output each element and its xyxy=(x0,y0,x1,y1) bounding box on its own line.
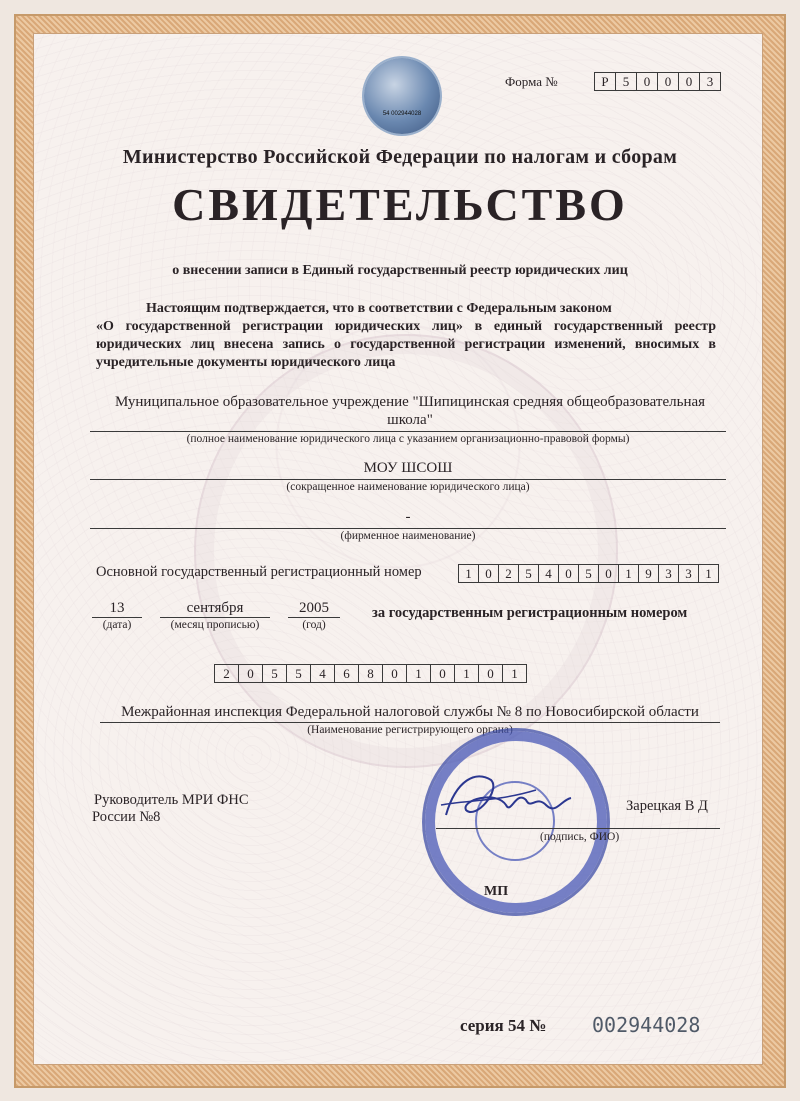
grn-digit: 6 xyxy=(335,664,359,683)
date-year-underline xyxy=(288,617,340,618)
registering-authority: Межрайонная инспекция Федеральной налоговой службы № 8 по Новосибирской области xyxy=(121,704,699,720)
document-subtitle: о внесении записи в Единый государственный реестр юридических лиц xyxy=(172,263,628,278)
date-month-underline xyxy=(160,617,270,618)
ogrn-digit: 0 xyxy=(559,564,579,583)
form-code-cell: 5 xyxy=(616,72,637,91)
short-name-underline xyxy=(90,479,726,480)
grn-digit: 2 xyxy=(214,664,239,683)
full-name-caption: (полное наименование юридического лица с указанием организационно-правовой формы) xyxy=(186,433,630,445)
date-day-caption: (дата) xyxy=(102,619,132,631)
date-day-underline xyxy=(92,617,142,618)
grn-number xyxy=(214,664,527,683)
signer-name: Зарецкая В Д xyxy=(626,798,708,814)
ogrn-digit: 2 xyxy=(499,564,519,583)
signature-caption: (подпись, ФИО) xyxy=(540,831,620,843)
grn-digit: 0 xyxy=(479,664,503,683)
ogrn-digit: 9 xyxy=(639,564,659,583)
paragraph-body: «О государственной регистрации юридических лиц» в единый государственный реестр юридических лиц внесена запись о государственной регистрации изменений, вносимых в учредительные документы юридического лица xyxy=(96,319,716,370)
hologram-seal-icon xyxy=(364,58,440,134)
signer-position-line2: России №8 xyxy=(92,809,161,825)
document-title: СВИДЕТЕЛЬСТВО xyxy=(172,179,628,230)
form-code xyxy=(594,72,721,91)
ogrn-digit: 1 xyxy=(619,564,639,583)
confirmation-paragraph xyxy=(96,300,716,372)
grn-digit: 0 xyxy=(431,664,455,683)
ogrn-number xyxy=(458,564,719,583)
date-day: 13 xyxy=(109,600,125,616)
grn-digit: 4 xyxy=(311,664,335,683)
form-label: Форма № xyxy=(505,74,558,89)
full-name-line2: школа" xyxy=(387,412,433,428)
form-code-cell: 0 xyxy=(679,72,700,91)
ogrn-label: Основной государственный регистрационный номер xyxy=(96,564,422,580)
full-name-line1: Муниципальное образовательное учреждение "Шипицинская средняя общеобразовательная xyxy=(114,394,706,410)
ogrn-digit: 4 xyxy=(539,564,559,583)
ogrn-digit: 5 xyxy=(519,564,539,583)
signature-underline xyxy=(436,828,720,829)
date-month-caption: (месяц прописью) xyxy=(170,619,260,631)
firm-name-caption: (фирменное наименование) xyxy=(340,530,476,542)
hologram-number: 54 002944028 xyxy=(382,111,422,117)
serial-label: серия 54 № xyxy=(460,1016,547,1035)
ogrn-digit: 0 xyxy=(599,564,619,583)
form-code-cell: 0 xyxy=(658,72,679,91)
stamp-place-label: МП xyxy=(484,884,509,899)
ogrn-digit: 5 xyxy=(579,564,599,583)
ministry-name: Министерство Российской Федерации по налогам и сборам xyxy=(122,146,678,168)
signer-position-line1: Руководитель МРИ ФНС xyxy=(94,792,249,808)
ogrn-digit: 3 xyxy=(679,564,699,583)
grn-digit: 0 xyxy=(239,664,263,683)
date-year-caption: (год) xyxy=(302,619,326,631)
grn-digit: 1 xyxy=(503,664,527,683)
grn-digit: 1 xyxy=(455,664,479,683)
ogrn-digit: 1 xyxy=(458,564,479,583)
firm-name-underline xyxy=(90,528,726,529)
firm-name: - xyxy=(405,509,411,525)
form-code-cell: 0 xyxy=(637,72,658,91)
form-code-cell: 3 xyxy=(700,72,721,91)
grn-digit: 1 xyxy=(407,664,431,683)
grn-digit: 5 xyxy=(287,664,311,683)
form-code-cell: Р xyxy=(594,72,616,91)
ogrn-digit: 3 xyxy=(659,564,679,583)
authority-underline xyxy=(100,722,720,723)
authority-caption: (Наименование регистрирующего органа) xyxy=(307,724,513,736)
date-month: сентября xyxy=(186,600,244,616)
serial-number: 002944028 xyxy=(592,1013,701,1037)
grn-digit: 5 xyxy=(263,664,287,683)
date-year: 2005 xyxy=(299,600,329,616)
grn-digit: 8 xyxy=(359,664,383,683)
short-name-caption: (сокращенное наименование юридического лица) xyxy=(286,481,530,493)
ogrn-digit: 0 xyxy=(479,564,499,583)
short-name: МОУ ШСОШ xyxy=(363,460,453,476)
paragraph-line1: Настоящим подтверждается, что в соответствии с Федеральным законом xyxy=(146,301,612,316)
ogrn-digit: 1 xyxy=(699,564,719,583)
full-name-underline xyxy=(90,431,726,432)
grn-digit: 0 xyxy=(383,664,407,683)
reg-number-label: за государственным регистрационным номером xyxy=(372,605,688,621)
